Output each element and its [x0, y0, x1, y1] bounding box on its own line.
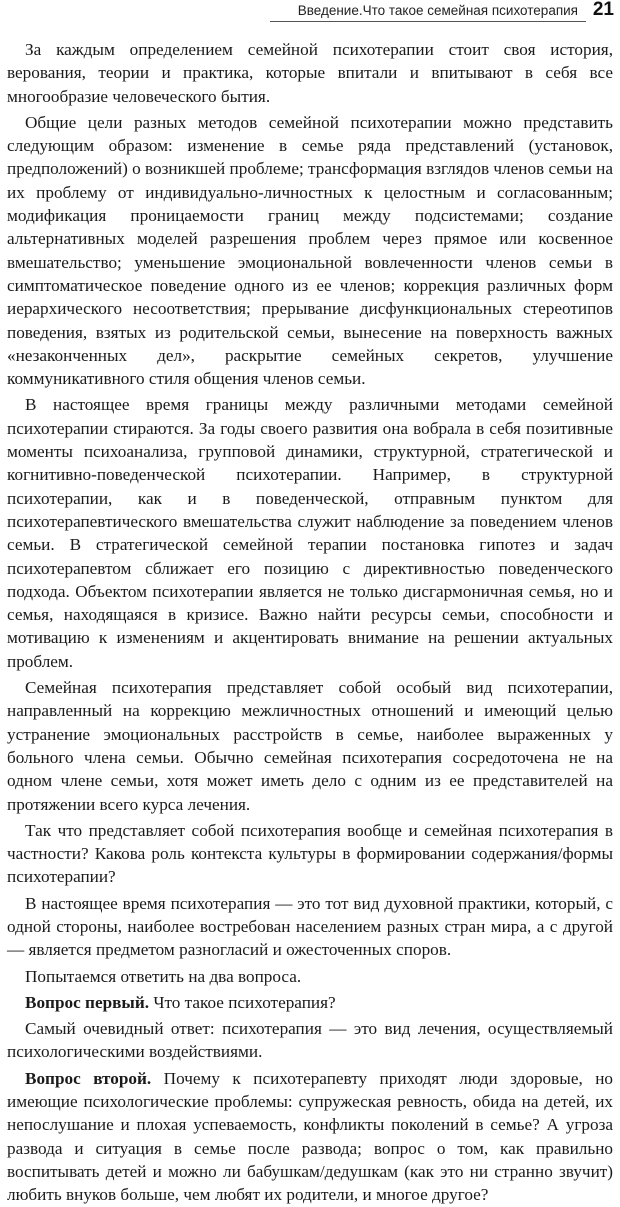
header-rule — [270, 21, 586, 22]
page-number: 21 — [592, 0, 614, 20]
paragraph-4-text: Семейная психотерапия представляет собой особый вид психотерапии, направленный на коррекцию межличностных отношений и имеющий целью устранение эмоциональных расстройств в семье, наиболее выраженных у больного члена семьи. Обычно семейная психотерапия сосредоточена не на одном члене семьи, хотя может иметь дело с одним из ее представителей на протяжении всего курса лечения. — [7, 678, 613, 814]
running-header — [0, 0, 620, 30]
paragraph-1 — [7, 38, 613, 108]
question-two-lead: Вопрос второй. — [25, 1068, 152, 1088]
paragraph-7-text: Попытаемся ответить на два вопроса. — [25, 966, 302, 986]
paragraph-9 — [7, 1017, 613, 1064]
paragraph-6-text: В настоящее время психотерапия — это тот вид духовной практики, который, с одной стороны, наиболее востребован населением разных стран мира, а с другой — является предметом разногласий и ожесточенных споров. — [7, 893, 613, 960]
paragraph-7 — [7, 965, 613, 988]
body-text — [7, 38, 613, 1207]
paragraph-8 — [7, 991, 613, 1014]
paragraph-5-text: Так что представляет собой психотерапия вообще и семейная психотерапия в частности? Какова роль контекста культуры в формировании содержания/формы психотерапии? — [7, 820, 613, 887]
paragraph-10-text: Почему к психотерапевту приходят люди здоровые, но имеющие психологические проблемы: супружеская ревность, обида на детей, их непослушание и плохая успеваемость, конфликты поколений в семье? А угроза развода и ситуация в семье после развода; вопрос о том, как правильно воспитывать детей и можно ли бабушкам/дедушкам (как это ни странно звучит) любить внуков больше, чем любят их родители, и многое другое? — [7, 1068, 613, 1205]
paragraph-5 — [7, 819, 613, 889]
paragraph-8-text: Что такое психотерапия? — [149, 992, 336, 1012]
paragraph-4 — [7, 676, 613, 816]
question-one-lead: Вопрос первый. — [25, 992, 150, 1012]
paragraph-6 — [7, 892, 613, 962]
paragraph-3 — [7, 393, 613, 673]
paragraph-1-text: За каждым определением семейной психотерапии стоит своя история, верования, теории и практика, которые впитали и впитывают в себя все многообразие человеческого бытия. — [7, 40, 613, 106]
paragraph-3-text: В настоящее время границы между различными методами семейной психотерапии стираются. За годы своего развития она вобрала в себя позитивные моменты психоанализа, групповой динамики, структурной, стратегической и когнитивно-поведенческой психотерапии. Например, в структурной психотерапии, как и в поведенческой, отправным пунктом для психотерапевтического вмешательства служит наблюдение за поведением членов семьи. В стратегической семейной терапии постановка гипотез и задач психотерапевтом сближает его позицию с директивностью поведенческого подхода. Объектом психотерапии является не только дисгармоничная семья, но и семья, находящаяся в кризисе. Важно найти ресурсы семьи, способности и мотивацию к изменениям и акцентировать внимание на решении актуальных проблем. — [7, 395, 613, 671]
paragraph-2-text: Общие цели разных методов семейной психотерапии можно представить следующим образом: изменение в семье ряда представлений (установок, предположений) о возникшей проблеме; трансформация взглядов членов семьи на их проблему от индивидуально-личностных к целостным и согласованным; модификация проницаемости границ между подсистемами; создание альтернативных моделей разрешения проблем через прямое или косвенное вмешательство; уменьшение эмоциональной вовлеченности членов семьи в симптоматическое поведение одного из ее членов; коррекция различных форм иерархического несоответствия; прерывание дисфункциональных стереотипов поведения, взятых из родительской семьи, вынесение на поверхность важных «незаконченных дел», раскрытие семейных секретов, улучшение коммуникативного стиля общения членов семьи. — [7, 112, 613, 389]
running-header-title: Введение.Что такое семейная психотерапия — [297, 3, 578, 18]
paragraph-9-text: Самый очевидный ответ: психотерапия — это вид лечения, осуществляемый психологическими воздействиями. — [7, 1019, 613, 1062]
paragraph-10 — [7, 1067, 613, 1207]
paragraph-2 — [7, 111, 613, 391]
